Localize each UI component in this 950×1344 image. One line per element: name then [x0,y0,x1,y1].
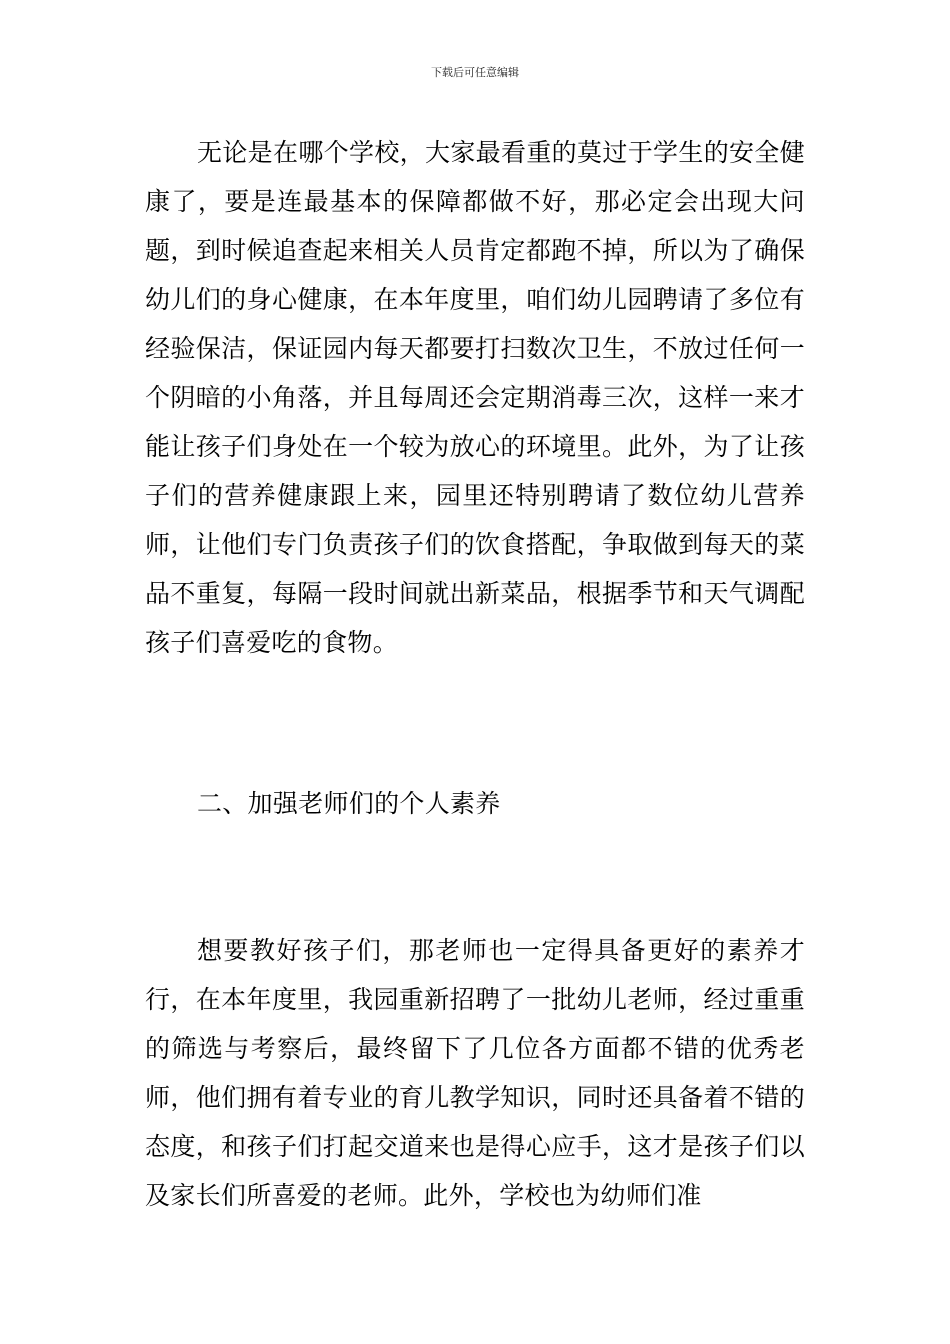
section-heading: 二、加强老师们的个人素养 [197,789,501,818]
body-paragraph-safety: 无论是在哪个学校，大家最看重的莫过于学生的安全健康了，要是连最基本的保障都做不好，那必定会出现大问题，到时候追查起来相关人员肯定都跑不掉，所以为了确保幼儿们的身心健康，在本年度里，咱们幼儿园聘请了多位有经验保洁，保证园内每天都要打扫数次卫生，不放过任何一个阴暗的小角落，并且每周还会定期消毒三次，这样一来才能让孩子们身处在一个较为放心的环境里。此外，为了让孩子们的营养健康跟上来，园里还特别聘请了数位幼儿营养师，让他们专门负责孩子们的饮食搭配，争取做到每天的菜品不重复，每隔一段时间就出新菜品，根据季节和天气调配孩子们喜爱吃的食物。 [145,138,805,657]
body-paragraph-teachers: 想要教好孩子们，那老师也一定得具备更好的素养才行，在本年度里，我园重新招聘了一批幼儿老师，经过重重的筛选与考察后，最终留下了几位各方面都不错的优秀老师，他们拥有着专业的育儿教学知识，同时还具备着不错的态度，和孩子们打起交道来也是得心应手，这才是孩子们以及家长们所喜爱的老师。此外，学校也为幼师们准 [145,936,805,1210]
page-header: 下载后可任意编辑 [431,66,519,79]
